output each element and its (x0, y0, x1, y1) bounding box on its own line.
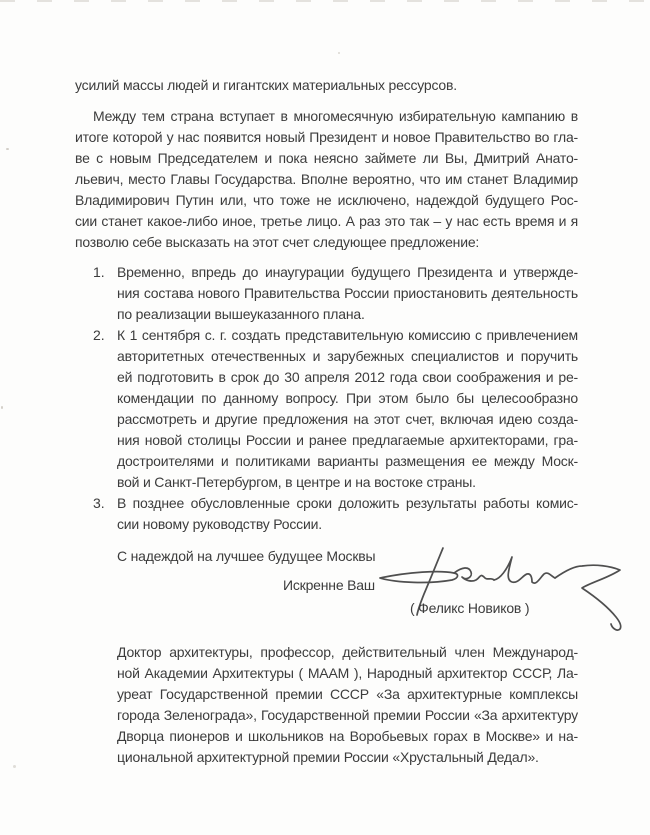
text-line: авторитетных отечественных и зарубежных специалистов и поручить (117, 348, 578, 364)
text-line: итоге которой у нас появится новый Президент и новое Правительство во гла- (75, 129, 578, 145)
paragraph-continuation (75, 75, 578, 96)
text-line: Дворца пионеров и школьников на Воробьевых горах в Москве» и на- (117, 728, 578, 744)
text-line: Владимирович Путин или, что тоже не исключено, надеждой будущего Рос- (75, 192, 578, 208)
credentials-paragraph (117, 642, 578, 768)
list-item (93, 325, 578, 493)
text-line: Доктор архитектуры, профессор, действительный член Международ- (117, 644, 578, 660)
list-number: 2. (93, 327, 105, 343)
text-line: комендации по данному вопросу. При этом было бы целесообразно (117, 390, 578, 406)
text-line: Между тем страна вступает в многомесячную избирательную кампанию в (93, 108, 578, 124)
text-line: рассмотреть и другие предложения на этот счет, включая идею созда- (117, 411, 578, 427)
text-line: по реализации вышеуказанного плана. (117, 306, 365, 322)
text-line: усилий массы людей и гигантских материальных рессурсов. (75, 77, 457, 93)
list-number: 3. (93, 495, 105, 511)
text-line: вой и Санкт-Петербургом, в центре и на востоке страны. (117, 474, 476, 490)
closing-sincerely: Искренне Ваш (283, 577, 375, 593)
closing-hope-line: С надеждой на лучшее будущее Москвы (117, 548, 376, 564)
list-item (93, 493, 578, 535)
signature-name: ( Феликс Новиков ) (410, 600, 530, 616)
text-line: позволю себе высказать на этот счет следующее предложение: (75, 234, 480, 250)
scan-speck (13, 765, 16, 768)
text-line: сии новому руководству России. (117, 516, 322, 532)
text-line: сии станет какое-либо иное, третье лицо. А раз это так – у нас есть время и я (75, 213, 578, 229)
text-line: достроителями и политиками варианты размещения ее между Моск- (117, 453, 578, 469)
text-line: города Зеленограда», Государственной премии России «За архитектуру (117, 707, 578, 723)
proposals-list (93, 262, 578, 535)
list-number: 1. (93, 264, 105, 280)
list-item (93, 262, 578, 325)
scan-speck (6, 148, 9, 150)
scan-speck (338, 52, 340, 54)
scan-edge-artifact (0, 0, 650, 2)
text-line: уреат Государственной премии СССР «За архитектурные комплексы (117, 686, 578, 702)
text-line: льевич, место Главы Государства. Вполне вероятно, что им станет Владимир (75, 171, 578, 187)
text-line: ной Академии Архитектуры ( МААМ ), Народный архитектор СССР, Ла- (117, 665, 578, 681)
text-line: В позднее обусловленные сроки доложить результаты работы комис- (117, 495, 578, 511)
text-line: Временно, впредь до инаугурации будущего Президента и утвержде- (117, 264, 578, 280)
scan-speck (1, 406, 3, 409)
text-line: ния состава нового Правительства России приостановить деятельность (117, 285, 578, 301)
text-line: ния новой столицы России и ранее предлагаемые архитекторами, гра- (117, 432, 578, 448)
paragraph-main (75, 106, 578, 253)
text-line: циональной архитектурной премии России «Хрустальный Дедал». (117, 749, 539, 765)
text-line: К 1 сентября с. г. создать представительную комиссию с привлечением (117, 327, 578, 343)
text-line: ве с новым Председателем и пока неясно займете ли Вы, Дмитрий Анато- (75, 150, 578, 166)
text-line: ей подготовить в срок до 30 апреля 2012 года свои соображения и ре- (117, 369, 578, 385)
signature-icon (378, 536, 650, 648)
